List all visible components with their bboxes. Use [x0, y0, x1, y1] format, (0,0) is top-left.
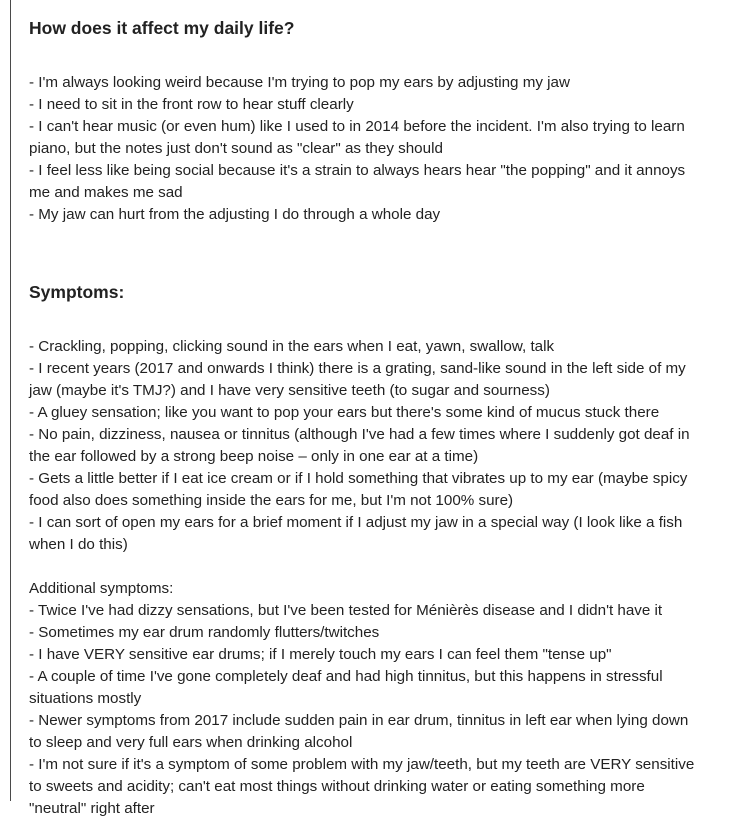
daily-life-heading: How does it affect my daily life? [29, 18, 295, 38]
symptom-line: - No pain, dizziness, nausea or tinnitus (although I've had a few times where I suddenly got deaf in [29, 426, 690, 443]
additional-symptoms [29, 578, 739, 820]
additional-symptom-line: - Newer symptoms from 2017 include sudden pain in ear drum, tinnitus in left ear when lying down [29, 712, 689, 729]
daily-life-line: piano, but the notes just don't sound as "clear" as they should [29, 140, 443, 157]
daily-life-line: - I need to sit in the front row to hear stuff clearly [29, 96, 354, 113]
symptoms-heading: Symptoms: [29, 282, 125, 302]
additional-symptoms-heading: Additional symptoms: [29, 580, 174, 597]
symptom-line: food also does something inside the ears for me, but I'm not 100% sure) [29, 492, 514, 509]
symptom-line: - I recent years (2017 and onwards I think) there is a grating, sand-like sound in the left side of my [29, 360, 686, 377]
daily-life-line: - I'm always looking weird because I'm trying to pop my ears by adjusting my jaw [29, 74, 570, 91]
additional-symptom-line: "neutral" right after [29, 800, 155, 817]
symptoms-list [29, 336, 739, 556]
additional-symptom-line: situations mostly [29, 690, 142, 707]
daily-life-line: - I feel less like being social because it's a strain to always hears hear "the popping" and it annoys [29, 162, 686, 179]
daily-life-line: - My jaw can hurt from the adjusting I do through a whole day [29, 206, 441, 223]
additional-symptom-line: - Sometimes my ear drum randomly flutters/twitches [29, 624, 380, 641]
symptom-line: - Crackling, popping, clicking sound in the ears when I eat, yawn, swallow, talk [29, 338, 555, 355]
daily-life-list [29, 72, 739, 226]
additional-symptom-line: to sweets and acidity; can't eat most things without drinking water or eating something more [29, 778, 645, 795]
symptom-line: - A gluey sensation; like you want to pop your ears but there's some kind of mucus stuck there [29, 404, 660, 421]
symptom-line: - I can sort of open my ears for a brief moment if I adjust my jaw in a special way (I look like a fish [29, 514, 683, 531]
daily-life-line: - I can't hear music (or even hum) like I used to in 2014 before the incident. I'm also trying to learn [29, 118, 685, 135]
spacer [29, 50, 739, 72]
additional-symptom-line: - A couple of time I've gone completely deaf and had high tinnitus, but this happens in stressful [29, 668, 663, 685]
symptom-line: the ear followed by a strong beep noise – only in one ear at a time) [29, 448, 479, 465]
additional-symptom-line: - I have VERY sensitive ear drums; if I merely touch my ears I can feel them "tense up" [29, 646, 612, 663]
symptom-line: jaw (maybe it's TMJ?) and I have very sensitive teeth (to sugar and sourness) [29, 382, 550, 399]
symptom-line: - Gets a little better if I eat ice cream or if I hold something that vibrates up to my ear (maybe spicy [29, 470, 688, 487]
additional-symptom-line: - Twice I've had dizzy sensations, but I've been tested for Ménièrès disease and I didn't have it [29, 602, 663, 619]
symptom-line: when I do this) [29, 536, 128, 553]
post-content [29, 6, 739, 820]
spacer [29, 226, 739, 270]
daily-life-line: me and makes me sad [29, 184, 183, 201]
spacer [29, 556, 739, 578]
page [10, 0, 751, 817]
spacer [29, 314, 739, 336]
additional-symptom-line: - I'm not sure if it's a symptom of some problem with my jaw/teeth, but my teeth are VERY sensitive [29, 756, 695, 773]
additional-symptom-line: to sleep and very full ears when drinking alcohol [29, 734, 353, 751]
